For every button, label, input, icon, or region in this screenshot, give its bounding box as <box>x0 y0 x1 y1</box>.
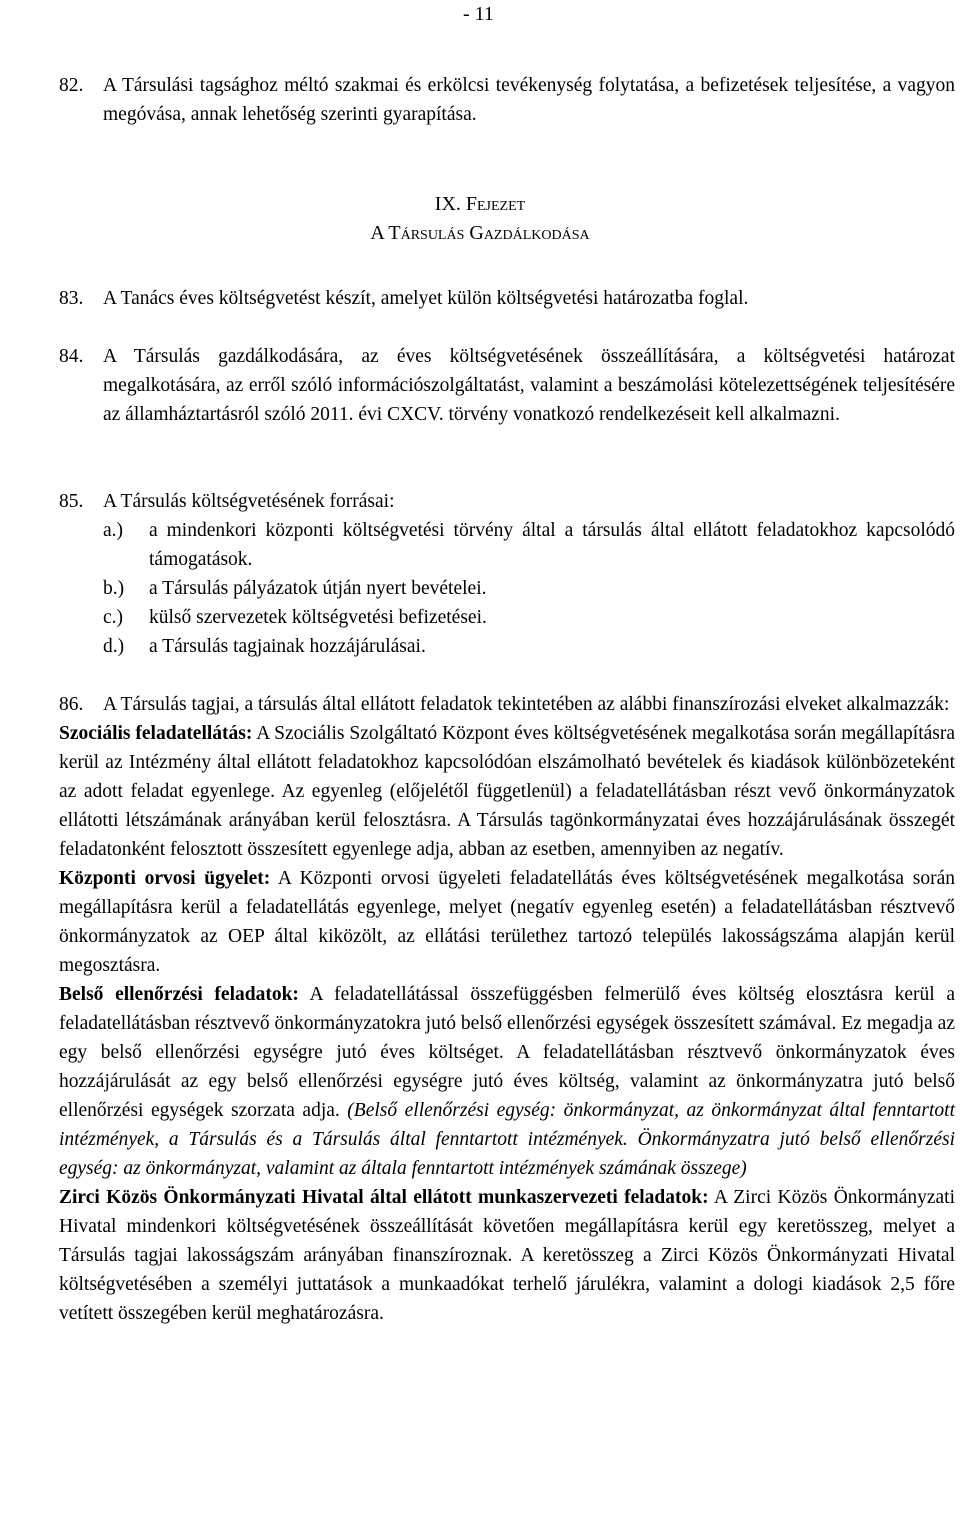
section-85 <box>59 487 955 661</box>
section-86 <box>59 690 955 1328</box>
page-number: - 11 <box>463 3 494 25</box>
list-item <box>103 574 955 603</box>
subsection-social <box>59 719 955 864</box>
section-number: 83. <box>59 288 84 309</box>
list-item <box>103 603 955 632</box>
section-number: 84. <box>59 346 84 367</box>
section-82 <box>59 71 955 129</box>
section-84 <box>59 342 955 429</box>
subsection-heading: Központi orvosi ügyelet: <box>59 868 271 889</box>
item-text: a Társulás tagjainak hozzájárulásai. <box>149 636 426 657</box>
item-text: a mindenkori központi költségvetési törvény által a társulás által ellátott feladatokhoz kapcsolódó támogatások. <box>149 520 955 570</box>
subsection-text: A Központi orvosi ügyeleti feladatellátás éves költségvetésének megalkotása során megállapításra kerül a feladatellátás egyenlege, melyet (negatív egyenleg esetén) a feladatellátásban résztvevő önkormányzatok az OEP által kiközölt, az ellátási területhez tartozó település lakosságszáma alapján kerül megosztásra. <box>59 868 955 976</box>
chapter-heading <box>0 190 960 248</box>
section-text: A Társulási tagsághoz méltó szakmai és erkölcsi tevékenység folytatása, a befizetések teljesítése, a vagyon megóvása, annak lehetőség szerinti gyarapítása. <box>103 75 955 125</box>
section-number: 86. <box>59 694 84 715</box>
section-intro: A Társulás költségvetésének forrásai: <box>103 491 395 512</box>
subsection-text: A Zirci Közös Önkormányzati Hivatal mindenkori költségvetésének összeállítását követően megállapításra kerül egy keretösszeg, melyet a Társulás tagjai lakosságszám arányában finanszíroznak. A keretösszeg a Zirci Közös Önkormányzati Hivatal költségvetésében a személyi juttatások a munkaadókat terhelő járulékra, valamint a dologi kiadások 2,5 főre vetített összegében kerül meghatározásra. <box>59 1187 955 1324</box>
subsection-text: A feladatellátással összefüggésben felmerülő éves költség elosztásra kerül a feladatellátásban résztvevő önkormányzatokra jutó belső ellenőrzési egységek összesített számával. Ez megadja az egy belső ellenőrzési egységre jutó éves költséget. A feladatellátásban résztvevő önkormányzatok éves hozzájárulását az egy belső ellenőrzési egységre jutó éves költség, valamint az önkormányzatra jutó belső ellenőrzési egységek szorzata adja. <box>59 984 956 1121</box>
subsection-heading: Zirci Közös Önkormányzati Hivatal által ellátott munkaszervezeti feladatok: <box>59 1187 709 1208</box>
subsection-note: (Belső ellenőrzési egység: önkormányzat, az önkormányzat által fenntartott intézmények, a Társulás és a Társulás által fenntartott intézmények. Önkormányzatra jutó belső ellenőrzési egység: az önkormányzat, valamint az általa fenntartott intézmények számának összege) <box>59 1100 956 1179</box>
subsection-text: A Szociális Szolgáltató Központ éves költségvetésének megalkotása során megállapításra kerül az Intézmény által ellátott feladatokhoz kapcsolódóan elszámolható bevételek és kiadások különbözeteként az adott feladat egyenlege. Az egyenleg (előjelétől függetlenül) a feladatellátásban részt vevő önkormányzatok ellátotti létszámának arányában kerül felosztásra. A Társulás tagönkormányzatai éves hozzájárulásának összegét feladatonként felosztott összesített egyenlege adja, abban az esetben, amennyiben az negatív. <box>59 723 955 860</box>
item-label: b.) <box>103 578 125 599</box>
subsection-medical-duty <box>59 864 955 980</box>
item-text: külső szervezetek költségvetési befizetései. <box>149 607 487 628</box>
item-label: c.) <box>103 607 124 628</box>
subsection-heading: Belső ellenőrzési feladatok: <box>59 984 299 1005</box>
subsection-heading: Szociális feladatellátás: <box>59 723 253 744</box>
list-item <box>103 632 955 661</box>
list-item <box>103 516 955 574</box>
item-text: a Társulás pályázatok útján nyert bevételei. <box>149 578 487 599</box>
subsection-internal-audit <box>59 980 955 1183</box>
section-text: A Tanács éves költségvetést készít, amelyet külön költségvetési határozatba foglal. <box>103 288 749 309</box>
funding-sources-list <box>103 516 955 661</box>
chapter-number: IX. Fejezet <box>434 193 526 215</box>
section-number: 85. <box>59 491 84 512</box>
section-intro: A Társulás tagjai, a társulás által ellátott feladatok tekintetében az alábbi finanszírozási elveket alkalmazzák: <box>103 694 950 715</box>
section-83 <box>59 284 955 313</box>
subsection-joint-office <box>59 1183 955 1328</box>
item-label: a.) <box>103 520 124 541</box>
chapter-title: A Társulás Gazdálkodása <box>370 222 590 244</box>
section-text: A Társulás gazdálkodására, az éves költségvetésének összeállítására, a költségvetési határozat megalkotására, az erről szóló információszolgáltatást, valamint a beszámolási kötelezettségének teljesítésére az államháztartásról szóló 2011. évi CXCV. törvény vonatkozó rendelkezéseit kell alkalmazni. <box>103 346 955 425</box>
item-label: d.) <box>103 636 125 657</box>
section-number: 82. <box>59 75 84 96</box>
